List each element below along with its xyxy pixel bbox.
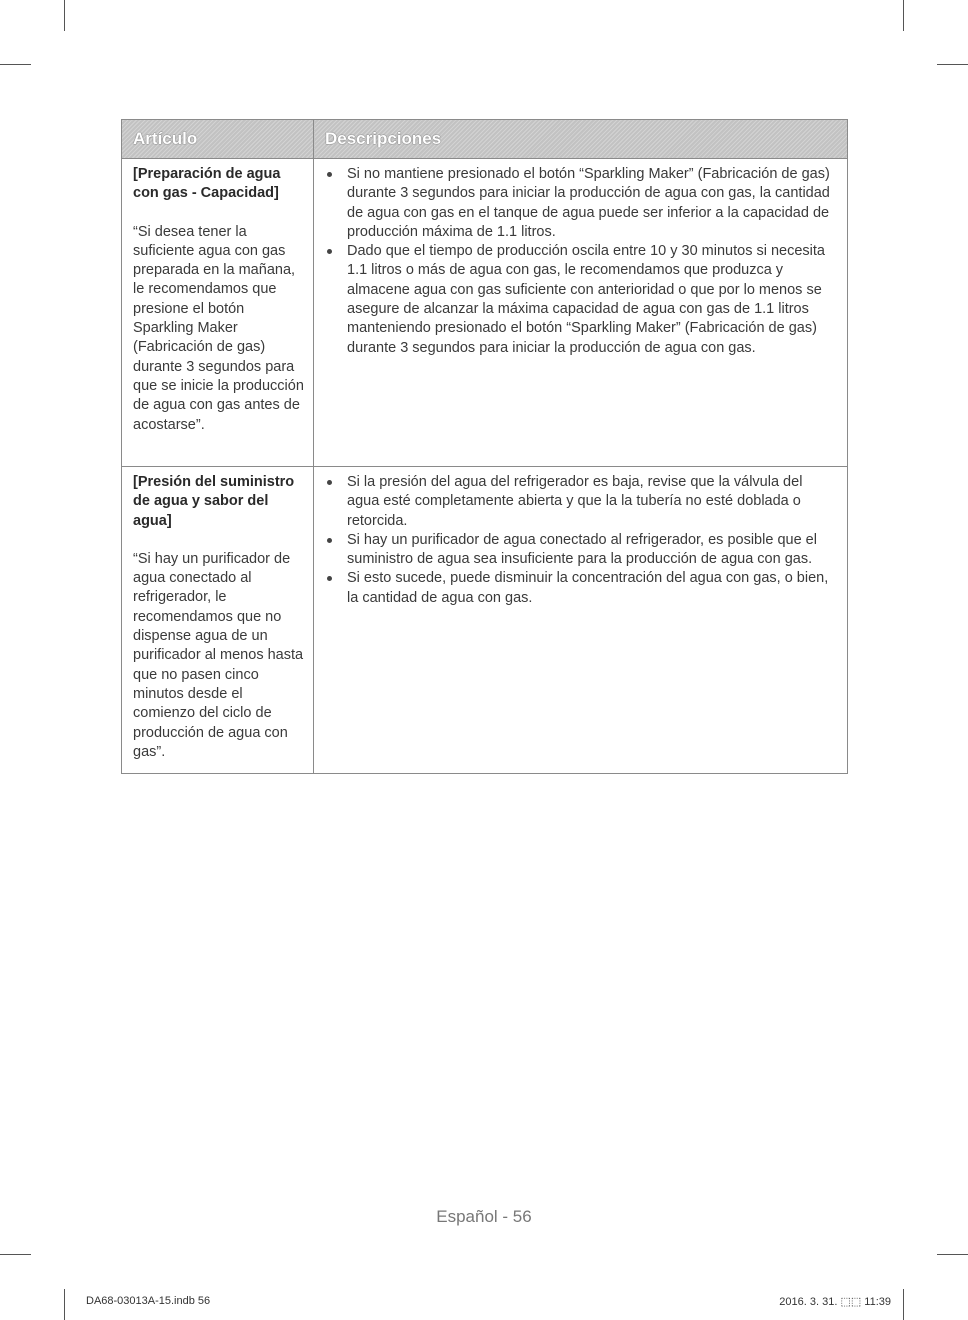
item-note: “Si desea tener la suficiente agua con gas preparada en la mañana, le recomendamos que presione el botón Sparkling Maker (Fabricación de gas) durante 3 segundos para que se inicie la producción de agua con gas antes de acostarse”. [133, 223, 304, 433]
crop-mark [0, 1254, 31, 1255]
bullet-list [324, 165, 837, 358]
bullet-item: Si la presión del agua del refrigerador es baja, revise que la válvula del agua esté completamente abierta y que la la tubería no esté doblada o retorcida. [347, 473, 837, 531]
bullet-item: Dado que el tiempo de producción oscila entre 10 y 30 minutos si necesita 1.1 litros o más de agua con gas, le recomendamos que produzca y almacene agua con gas suficiente con anterioridad o que por lo menos se asegure de alcanzar la máxima capacidad de agua con gas de 1.1 litros manteniendo presionado el botón “Sparkling Maker” (Fabricación de gas) durante 3 segundos para iniciar la producción de agua con gas. [347, 242, 837, 358]
footer-file-info: DA68-03013A-15.indb 56 [86, 1295, 211, 1307]
bullet-item: Si esto sucede, puede disminuir la concentración del agua con gas, o bien, la cantidad de agua con gas. [347, 569, 837, 608]
crop-mark [0, 64, 31, 65]
crop-mark [903, 1289, 904, 1320]
crop-mark [64, 0, 65, 31]
item-title: [Presión del suministro de agua y sabor del agua] [133, 474, 295, 529]
table-row [122, 467, 848, 774]
item-note: “Si hay un purificador de agua conectado al refrigerador, le recomendamos que no dispense agua de un purificador al menos hasta que no pasen cinco minutos desde el comienzo del ciclo de producción de agua con gas”. [133, 550, 304, 760]
crop-mark [64, 1289, 65, 1320]
crop-mark [937, 64, 968, 65]
table-header-row [122, 120, 848, 159]
item-title: [Preparación de agua con gas - Capacidad] [133, 166, 281, 202]
bullet-item: Si no mantiene presionado el botón “Sparkling Maker” (Fabricación de gas) durante 3 segundos para iniciar la producción de agua con gas, la cantidad de agua con gas en el tanque de agua puede ser inferior a la capacidad de producción máxima de 1.1 litros. [347, 165, 837, 242]
table-row [122, 159, 848, 467]
description-cell [314, 467, 848, 774]
crop-mark [937, 1254, 968, 1255]
bullet-list [324, 473, 837, 608]
header-descripciones: Descripciones [314, 120, 848, 159]
item-cell [122, 467, 314, 774]
page-number: Español - 56 [436, 1207, 532, 1226]
description-cell [314, 159, 848, 467]
footer-datetime: 2016. 3. 31. ⬚⬚ 11:39 [779, 1296, 891, 1308]
item-cell [122, 159, 314, 467]
spec-table [121, 119, 848, 774]
header-articulo: Artículo [122, 120, 314, 159]
crop-mark [903, 0, 904, 31]
bullet-item: Si hay un purificador de agua conectado al refrigerador, es posible que el suministro de agua sea insuficiente para la producción de agua con gas. [347, 531, 837, 570]
